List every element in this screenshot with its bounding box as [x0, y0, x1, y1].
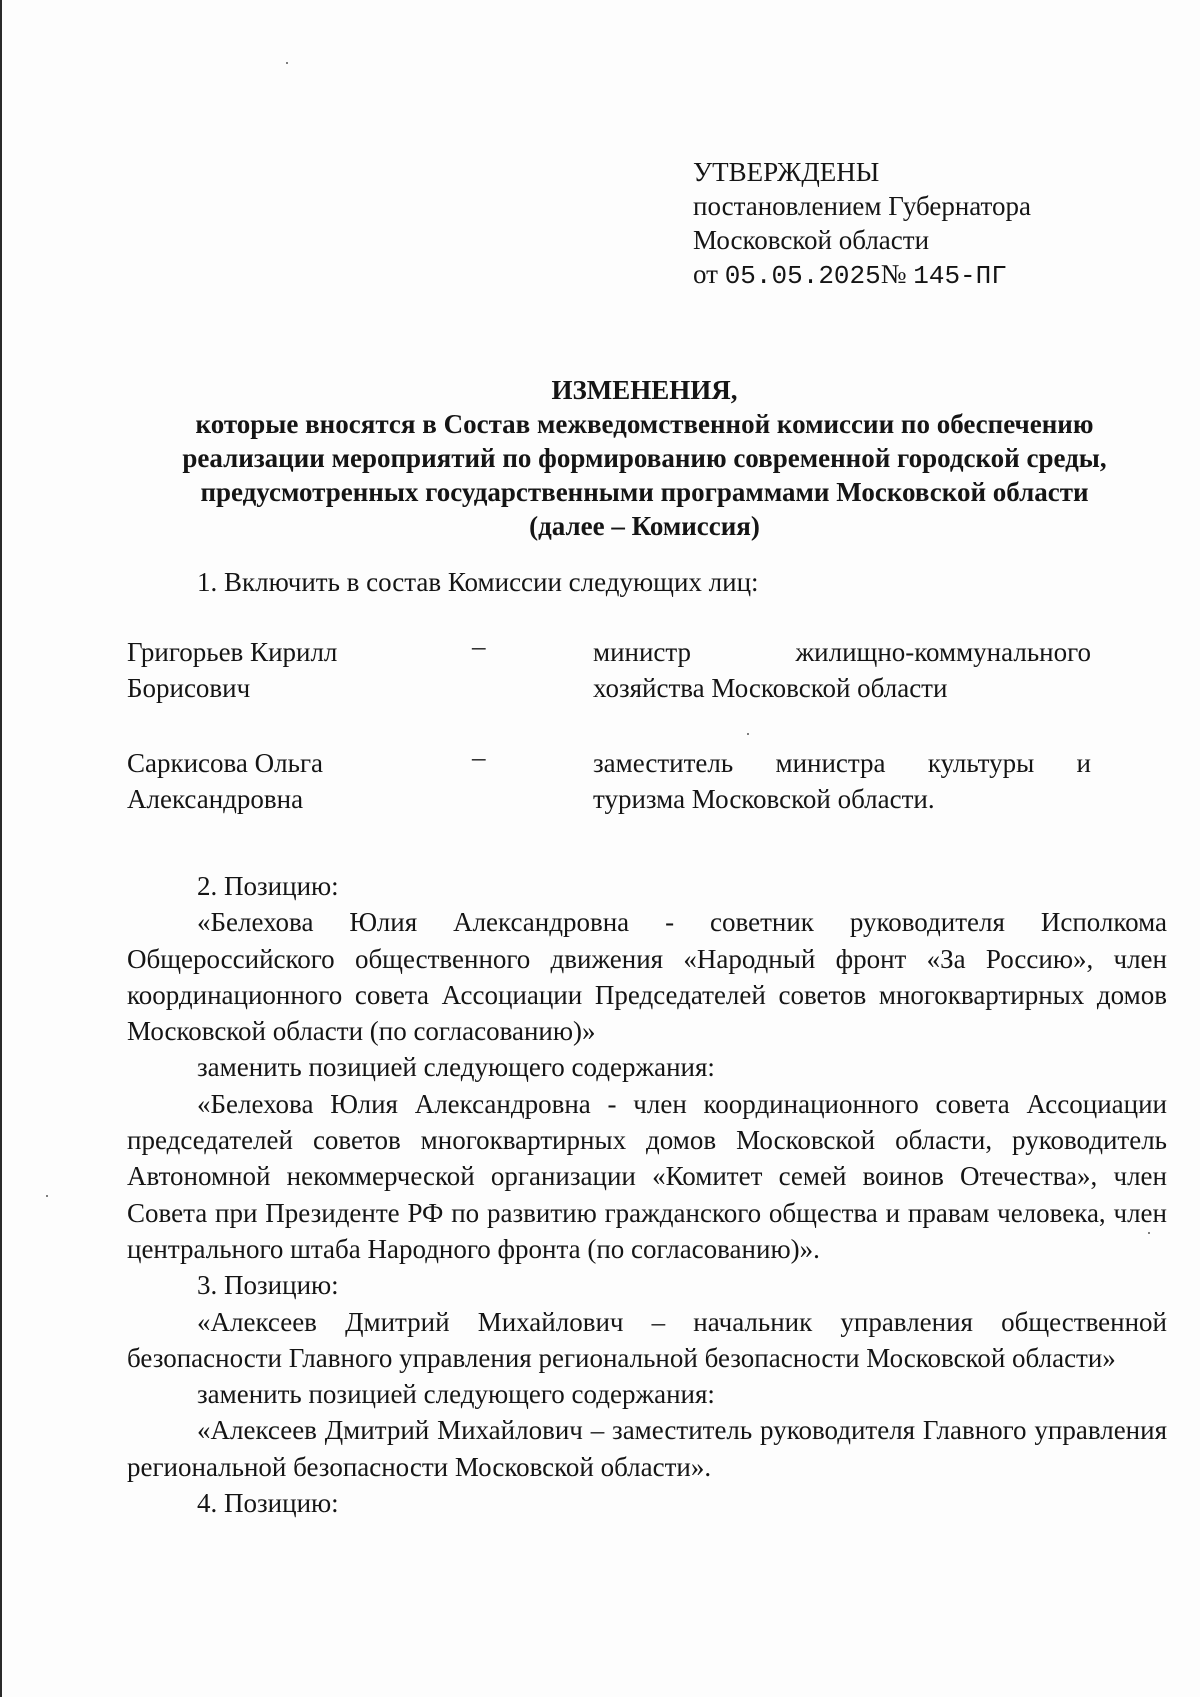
item-2-old-position: «Белехова Юлия Александровна - советник руководителя Исполкома Общероссийского общественного движения «Народный фронт «За Россию», член координационного совета Ассоциации Председателей советов многоквартирных домов Московской области (по согласованию)»	[127, 907, 1167, 1047]
approval-line-date-number	[693, 257, 1031, 293]
member-name-line: Александровна	[127, 784, 304, 814]
approval-stamp	[693, 155, 1031, 293]
member-name-line: Борисович	[127, 673, 251, 703]
approval-number-sign: №	[880, 259, 907, 289]
member-role	[593, 634, 1091, 706]
scan-speck	[46, 1195, 48, 1197]
scan-speck	[286, 62, 288, 64]
approval-number: 145-ПГ	[913, 261, 1007, 291]
approval-line-region: Московской области	[693, 225, 930, 255]
item-3-replace-text: заменить позицией следующего содержания:	[197, 1379, 715, 1410]
approval-date: 05.05.2025	[724, 261, 881, 291]
item-3-heading: 3. Позицию:	[197, 1270, 339, 1301]
member-name-line: Григорьев Кирилл	[127, 637, 338, 667]
document-body	[127, 868, 1167, 1521]
member-role-line: туризма Московской области.	[593, 784, 935, 814]
title-line: которые вносятся в Состав межведомственной комиссии по обеспечению	[195, 409, 1094, 439]
approval-ot: от	[693, 259, 718, 289]
member-dash: –	[472, 631, 486, 661]
member-role-line: заместитель министра культуры и	[593, 748, 1091, 778]
item-2-new-position: «Белехова Юлия Александровна - член координационного совета Ассоциации председателей советов многоквартирных домов Московской области, руководитель Автономной некоммерческой организации «Комитет семей воинов Отечества», член Совета при Президенте РФ по развитию гражданского общества и правам человека, член центрального штаба Народного фронта (по согласованию)».	[127, 1088, 1167, 1264]
approval-line-resolution: постановлением Губернатора	[693, 191, 1031, 221]
member-role-line: хозяйства Московской области	[593, 673, 948, 703]
approval-title: УТВЕРЖДЕНЫ	[693, 157, 880, 187]
item-4-heading: 4. Позицию:	[197, 1488, 339, 1519]
member-name	[127, 634, 447, 706]
item-2-heading: 2. Позицию:	[197, 871, 339, 901]
scan-speck	[1148, 1232, 1150, 1234]
title-line: (далее – Комиссия)	[529, 511, 760, 541]
item-3-new-position: «Алексеев Дмитрий Михайлович – заместитель руководителя Главного управления региональной безопасности Московской области».	[127, 1415, 1167, 1482]
document-title	[122, 373, 1167, 543]
item-1-text: 1. Включить в состав Комиссии следующих лиц:	[197, 567, 759, 597]
item-3-old-position: «Алексеев Дмитрий Михайлович – начальник управления общественной безопасности Главного управления региональной безопасности Московской области»	[127, 1306, 1167, 1373]
member-name-line: Саркисова Ольга	[127, 748, 324, 778]
title-heading: ИЗМЕНЕНИЯ,	[551, 375, 738, 405]
title-line: предусмотренных государственными программами Московской области	[200, 477, 1089, 507]
member-name	[127, 745, 447, 817]
scan-speck	[747, 733, 749, 735]
member-role	[593, 745, 1091, 817]
member-dash: –	[472, 742, 486, 772]
member-role-line: министр жилищно-коммунального	[593, 637, 1091, 667]
title-line: реализации мероприятий по формированию современной городской среды,	[182, 443, 1107, 473]
item-2-replace-text: заменить позицией следующего содержания:	[197, 1052, 715, 1083]
